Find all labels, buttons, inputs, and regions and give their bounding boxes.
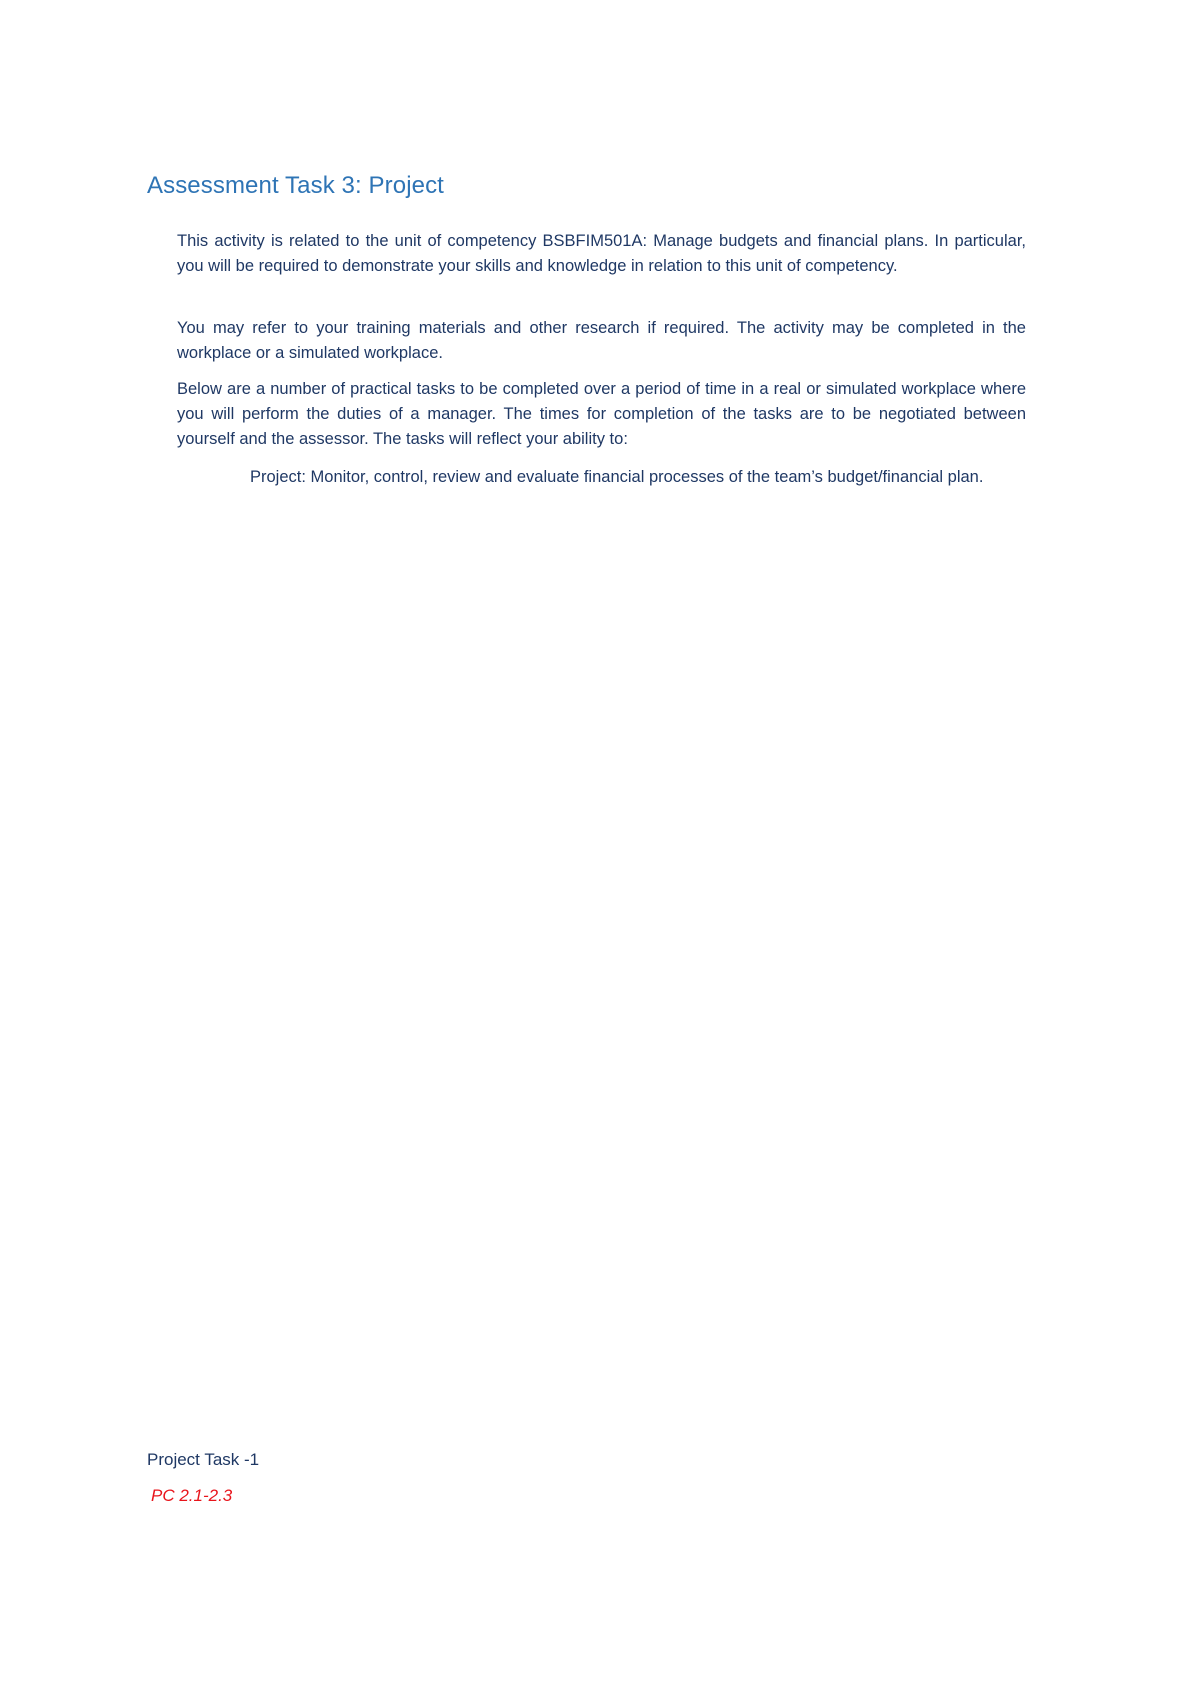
performance-criteria-reference: PC 2.1-2.3	[151, 1486, 233, 1505]
resources-paragraph: You may refer to your training materials and other research if required. The activity may be completed in the workplace or a simulated workplace.	[177, 319, 1026, 362]
project-item: Project: Monitor, control, review and evaluate financial processes of the team’s budget/financial plan.	[250, 468, 984, 486]
page-heading: Assessment Task 3: Project	[147, 172, 444, 199]
intro-paragraph: This activity is related to the unit of competency BSBFIM501A: Manage budgets and financial plans. In particular, you will be required to demonstrate your skills and knowledge in relation to this unit of competency.	[177, 232, 1026, 275]
tasks-paragraph: Below are a number of practical tasks to be completed over a period of time in a real or simulated workplace where you will perform the duties of a manager. The times for completion of the tasks are to be negotiated between yourself and the assessor. The tasks will reflect your ability to:	[177, 380, 1026, 448]
project-task-title: Project Task -1	[147, 1450, 260, 1469]
